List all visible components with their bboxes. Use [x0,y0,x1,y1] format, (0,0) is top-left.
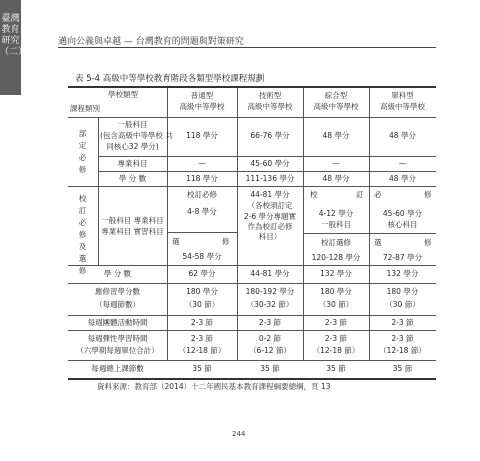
table-cell: 2-3 節 [391,318,414,327]
table-cell: 132 學分 [386,269,419,278]
credits-label: 學 分 數 [103,269,132,278]
table-cell: 111-136 學分 [245,174,295,183]
school-elective-label: 校訂選修 [321,238,351,247]
table-cell: 66-76 學分 [250,131,290,140]
flexible-learning-sublabel: （六學期每週單位合計） [76,346,159,355]
tech-note: 科目） [258,232,282,241]
table-cell: — [198,159,206,168]
school-required-label: 修 [424,190,432,199]
row-rule [68,360,436,361]
table-cell: 2-3 節 [324,318,348,327]
school-group-label: 校訂必修及選修 [78,194,87,275]
chapter-side-tab [0,0,28,95]
table-bottom-rule [68,378,436,380]
row-rule [98,171,436,172]
header-rule [58,47,436,48]
row-rule [68,330,436,331]
table-cell: 180-192 學分 [245,287,295,296]
header-type-single-sub: 高級中等學校 [380,102,425,111]
table-caption: 表 5-4 高級中等學校教育階段各類型學校課程規劃 [75,74,265,84]
table-cell: 118 學分 [186,131,218,140]
table-cell: 132 學分 [320,269,352,278]
header-type-single: 單科型 [391,91,414,100]
table-cell: （30 節） [318,300,354,309]
header-corner-bottom: 課程類別 [70,104,100,113]
header-corner-top: 學校類型 [108,90,138,99]
tech-note: 2-6 學分專題實 [243,212,297,221]
table-cell: （6-12 節） [249,346,291,355]
general-subjects-label: 一般科目 [117,120,148,129]
table-cell: 35 節 [392,364,413,373]
table-cell: 48 學分 [322,174,350,183]
table-cell: 120-128 學分 [311,253,361,262]
table-cell: 4-8 學分 [187,207,217,216]
table-cell: 45-60 學分 [250,159,290,168]
weekly-total-label: 每週總上課節數 [91,364,144,373]
table-cell: 35 節 [192,364,212,373]
credits-label: 學 分 數 [118,174,147,183]
table-cell: 180 學分 [186,287,218,296]
header-type-technical-sub: 高級中等學校 [247,102,293,111]
header-type-comprehensive-sub: 高級中等學校 [313,102,359,111]
row-rule [68,315,436,316]
table-cell: 118 學分 [186,174,218,183]
table-cell: 4-12 學分 [318,209,354,218]
side-tab-line: 研究 [1,36,20,46]
header-type-general-sub: 高級中等學校 [179,102,225,111]
school-subjects-label: 一般科目 專業科目 [101,216,164,225]
side-tab-line: 臺灣 [1,14,20,24]
school-required-label: 校 [310,190,318,199]
header-type-comprehensive: 綜合型 [324,91,348,100]
cell-rule [167,232,237,233]
table-cell: 72-87 學分 [382,253,423,262]
table-cell: （12-18 節） [178,346,226,355]
general-subjects-note: 同核心32 學分) [106,142,159,151]
table-cell: 180 學分 [386,287,419,296]
general-subjects-note: (包含高級中等學校 共 [100,131,173,140]
table-cell: 48 學分 [322,131,350,140]
table-cell: 一般科目 [321,220,351,229]
school-elective-label: 選 [374,238,382,247]
running-head: 邁向公義與卓越 — 台灣教育的問題與對策研究 [58,37,244,47]
school-required-label: 訂 [356,190,364,199]
side-tab-line: （二） [0,47,28,57]
table-cell: 54-58 學分 [182,252,222,261]
school-subjects-label: 專業科目 實習科目 [101,227,164,236]
table-cell: 45-60 學分 [382,209,423,218]
table-cell: （12-18 節） [312,346,360,355]
table-cell: 核心科目 [387,220,418,229]
row-rule [68,186,436,187]
table-cell: 2-3 節 [324,334,348,343]
school-required-label: 必 [374,190,382,199]
table-cell: 35 節 [260,364,280,373]
table-cell: — [398,159,407,168]
tech-note: 作為校訂必修 [247,222,293,231]
table-cell: （30 節） [184,300,220,309]
page-number: 244 [232,430,246,438]
side-tab-line: 教育 [1,25,20,35]
table-cell: 48 學分 [389,174,416,183]
header-bottom-rule [68,117,436,118]
school-required-label: 校訂必修 [187,190,217,199]
table-cell: 2-3 節 [190,318,214,327]
header-type-general: 普通型 [190,91,214,100]
group-activities-label: 每週團體活動時間 [87,318,148,327]
school-elective-label: 選 [172,237,180,246]
row-rule [68,265,436,266]
table-cell: （30 節） [385,300,420,309]
table-cell: 62 學分 [188,269,216,278]
column-rule [98,117,99,265]
table-cell: 2-3 節 [391,334,414,343]
header-type-technical: 技術型 [258,91,282,100]
table-cell: （12-18 節） [379,346,426,355]
table-cell: — [332,159,340,168]
school-elective-label: 修 [222,237,230,246]
table-cell: （30-32 節） [246,300,294,309]
table-cell: 2-3 節 [190,334,214,343]
source-note: 資料來源：教育部（2014）十二年國民基本教育課程綱要總綱，頁 13 [97,382,331,391]
table-cell: 35 節 [326,364,346,373]
row-rule [68,283,436,284]
table-cell: 44-81 學分 [250,269,290,278]
table-top-rule [68,86,436,88]
table-cell: 48 學分 [389,131,416,140]
table-cell: 0-2 節 [258,334,282,343]
total-credits-label: 應修習學分數 [95,287,140,296]
table-cell: 44-81 學分 [250,190,290,199]
table-cell: 2-3 節 [258,318,282,327]
row-rule [98,156,436,157]
flexible-learning-label: 每週彈性學習時間 [87,334,148,343]
tech-note: （各校須訂定 [247,201,293,210]
professional-subjects-label: 專業科目 [117,159,148,168]
school-elective-label: 修 [424,238,432,247]
total-credits-sublabel: （每週節數） [95,300,140,309]
required-group-label: 部定必修 [78,129,87,174]
table-cell: 180 學分 [320,287,352,296]
